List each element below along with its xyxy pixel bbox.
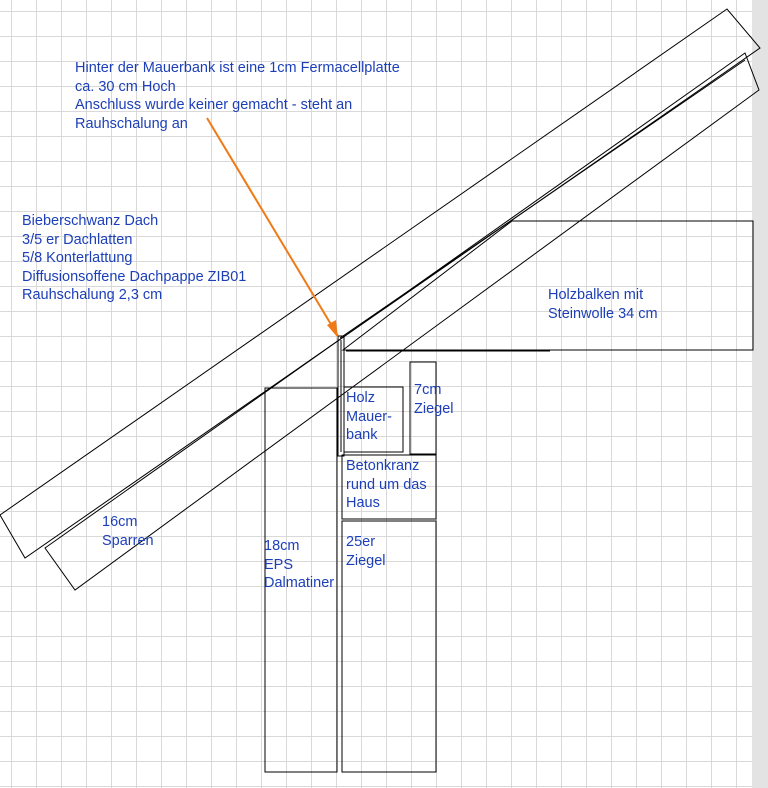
rauhschalung-line: [340, 60, 745, 338]
mauerbank-label: Holz Mauer- bank: [346, 390, 392, 443]
betonkranz-label: Betonkranz rund um das Haus: [346, 458, 427, 511]
ziegel-7-label: 7cm Ziegel: [414, 382, 454, 417]
eps-label: 18cm EPS Dalmatiner: [264, 538, 335, 591]
fermacell-annotation: Hinter der Mauerbank ist eine 1cm Fermacellplatte ca. 30 cm Hoch Anschluss wurde keiner gemacht - steht an Rauhschalung an: [75, 60, 400, 132]
holzbalken-label: Holzbalken mit Steinwolle 34 cm: [548, 287, 658, 322]
annotation-arrow-head: [327, 320, 338, 338]
roof-layers-annotation: Bieberschwanz Dach 3/5 er Dachlatten 5/8 Konterlattung Diffusionsoffene Dachpappe ZIB01 Rauhschalung 2,3 cm: [22, 213, 247, 303]
ziegel-25-label: 25er Ziegel: [346, 534, 386, 569]
sparren-label: 16cm Sparren: [102, 514, 154, 549]
